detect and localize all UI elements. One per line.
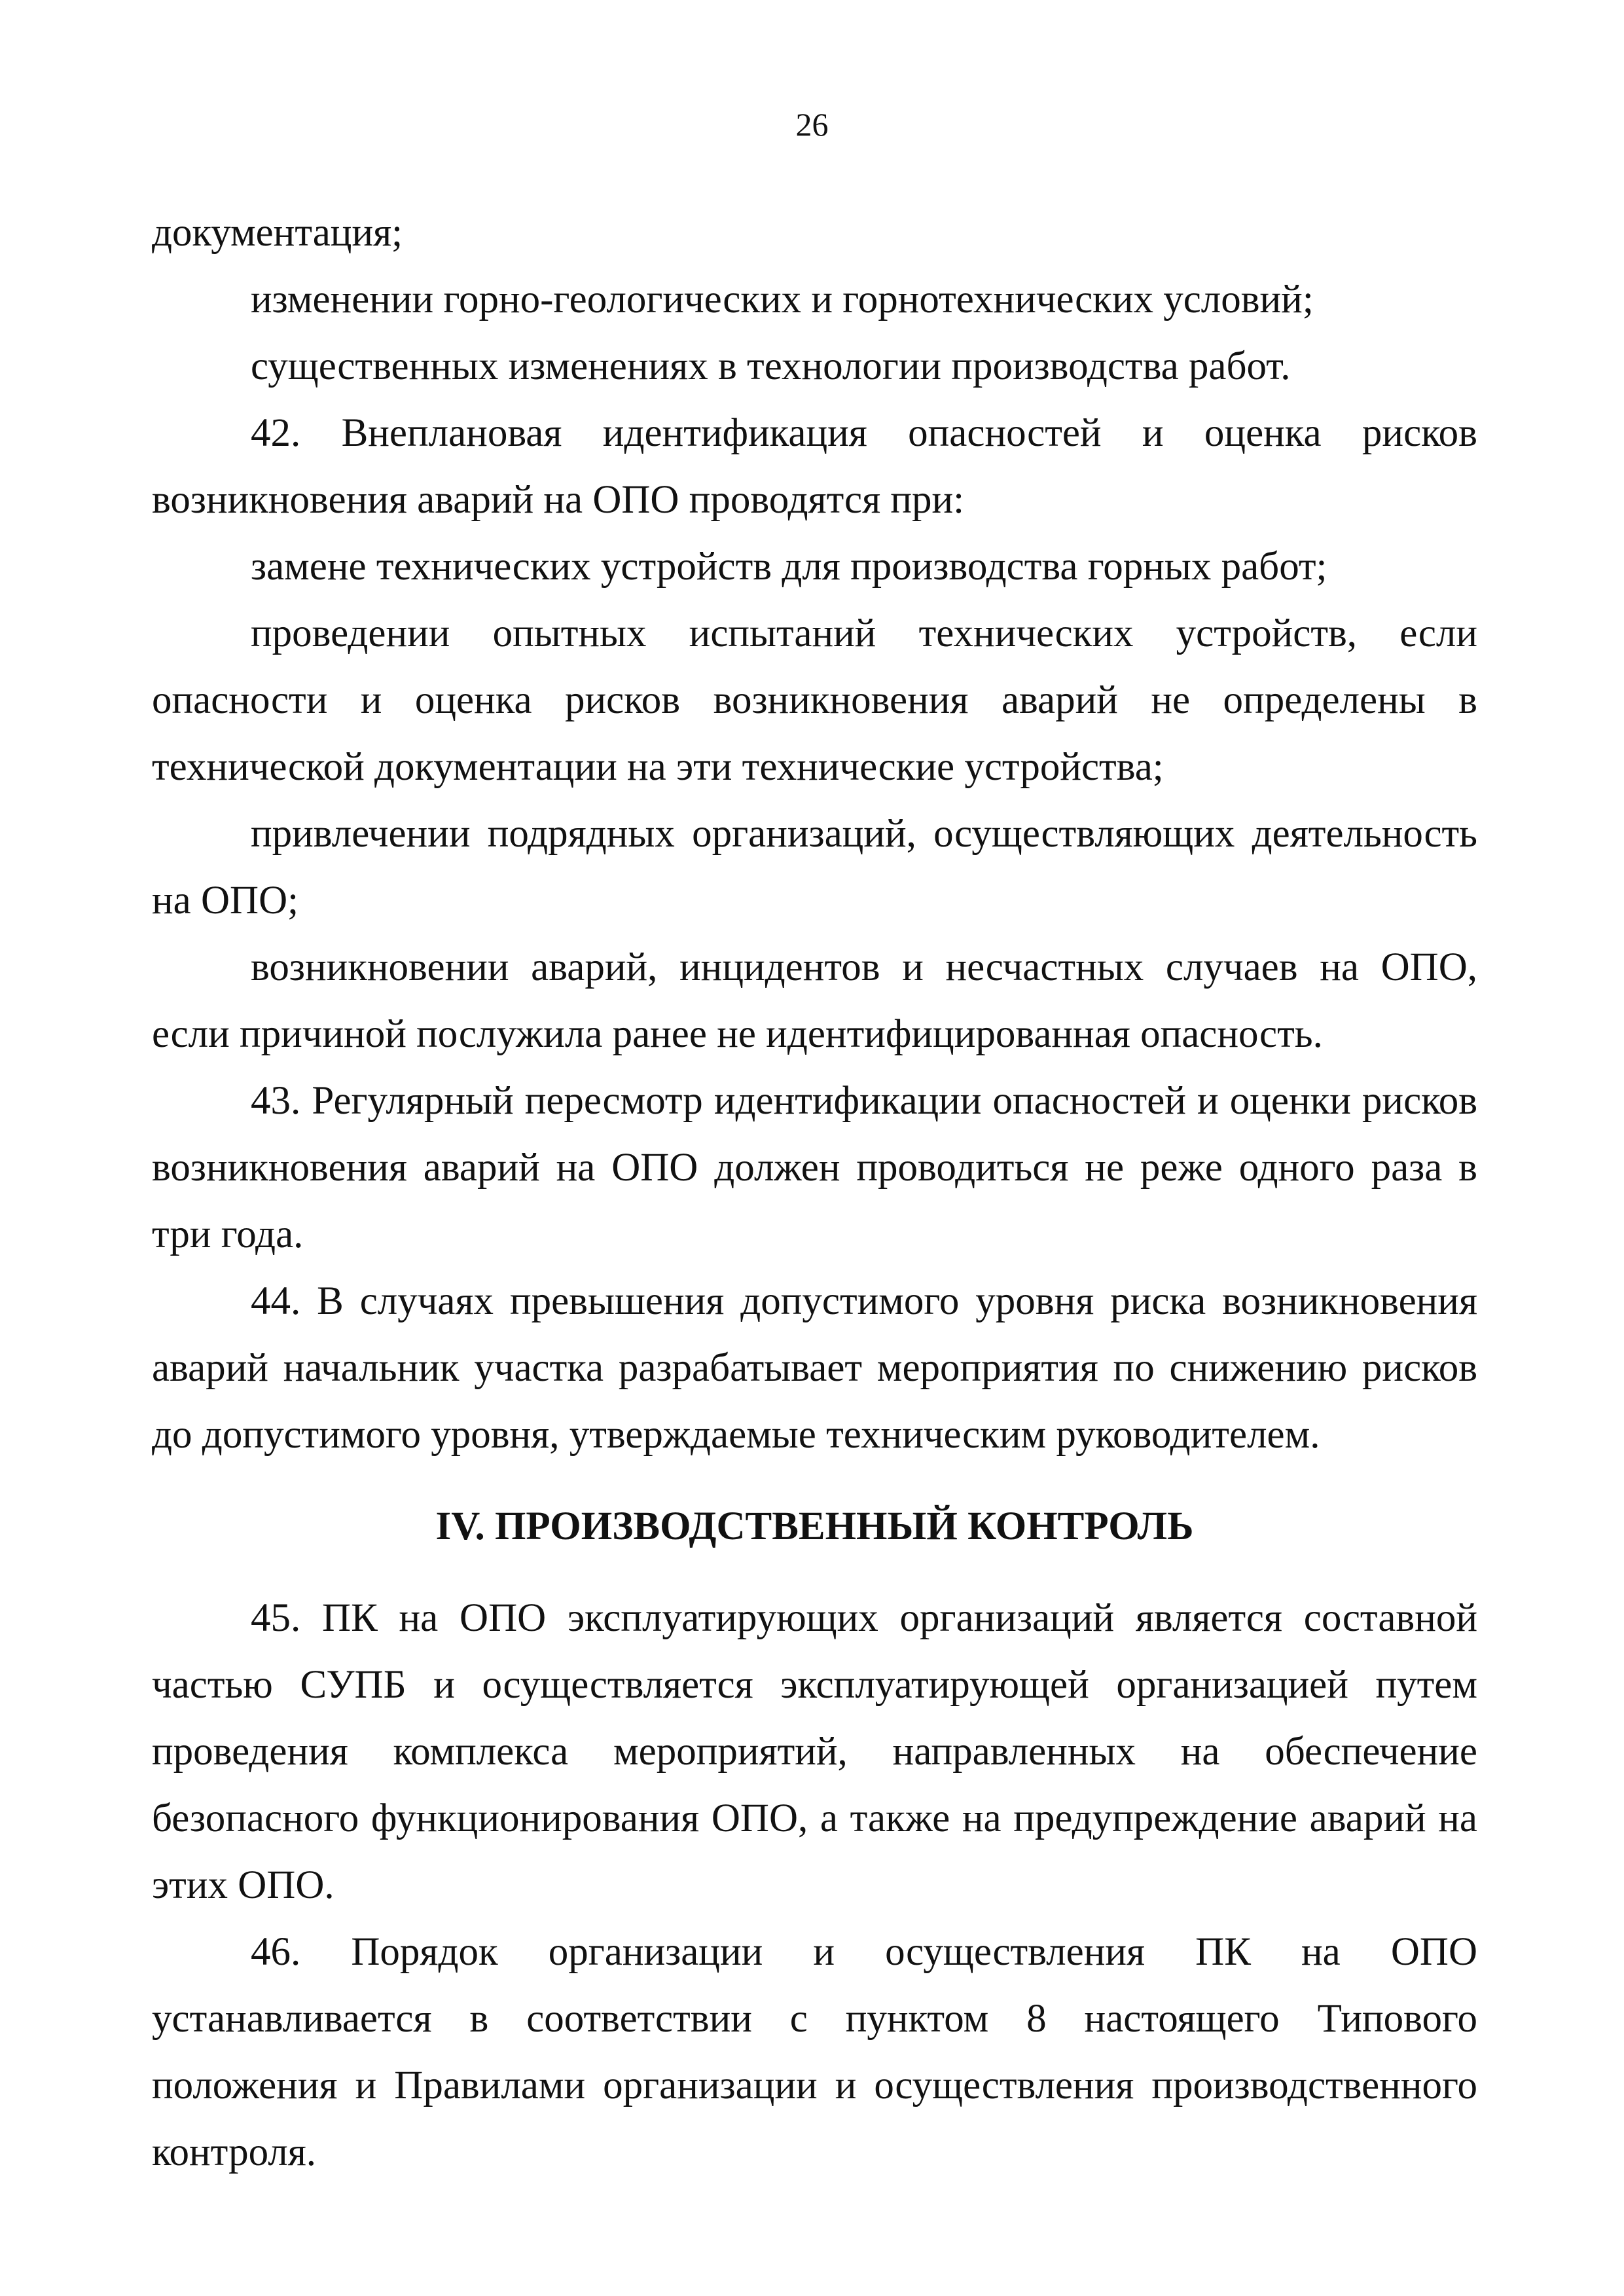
paragraph-item-45: 45. ПК на ОПО эксплуатирующих организаций является составной частью СУПБ и осуществляется эксплуатирующей организацией путем проведения комплекса мероприятий, направленных на обеспечение безопасного функционирования ОПО, а также на предупреждение аварий на этих ОПО.: [152, 1596, 1477, 1907]
paragraph-device-replacement: замене технических устройств для производства горных работ;: [251, 545, 1327, 589]
paragraph-technology-changes: существенных изменениях в технологии производства работ.: [251, 344, 1291, 388]
paragraph-documentation: документация;: [152, 211, 403, 255]
paragraph-item-44: 44. В случаях превышения допустимого уровня риска возникновения аварий начальник участка разрабатывает мероприятия по снижению рисков до допустимого уровня, утверждаемые техническим руководителем.: [152, 1279, 1477, 1457]
section-heading: IV. ПРОИЗВОДСТВЕННЫЙ КОНТРОЛЬ: [435, 1504, 1194, 1548]
paragraph-contractors: привлечении подрядных организаций, осуществляющих деятельность на ОПО;: [152, 812, 1477, 922]
page-number: 26: [795, 106, 829, 143]
document-body: [152, 200, 1477, 2186]
paragraph-experimental-tests: проведении опытных испытаний технических устройств, если опасности и оценка рисков возникновения аварий не определены в технической документации на эти технические устройства;: [152, 611, 1477, 789]
paragraph-geology-changes: изменении горно-геологических и горнотехнических условий;: [251, 278, 1314, 321]
paragraph-accidents: возникновении аварий, инцидентов и несчастных случаев на ОПО, если причиной послужила ранее не идентифицированная опасность.: [152, 945, 1477, 1056]
paragraph-item-46: 46. Порядок организации и осуществления ПК на ОПО устанавливается в соответствии с пунктом 8 настоящего Типового положения и Правилами организации и осуществления производственного контроля.: [152, 1930, 1477, 2174]
paragraph-item-43: 43. Регулярный пересмотр идентификации опасностей и оценки рисков возникновения аварий на ОПО должен проводиться не реже одного раза в три года.: [152, 1079, 1477, 1256]
paragraph-item-42: 42. Внеплановая идентификация опасностей и оценка рисков возникновения аварий на ОПО проводятся при:: [152, 411, 1477, 522]
